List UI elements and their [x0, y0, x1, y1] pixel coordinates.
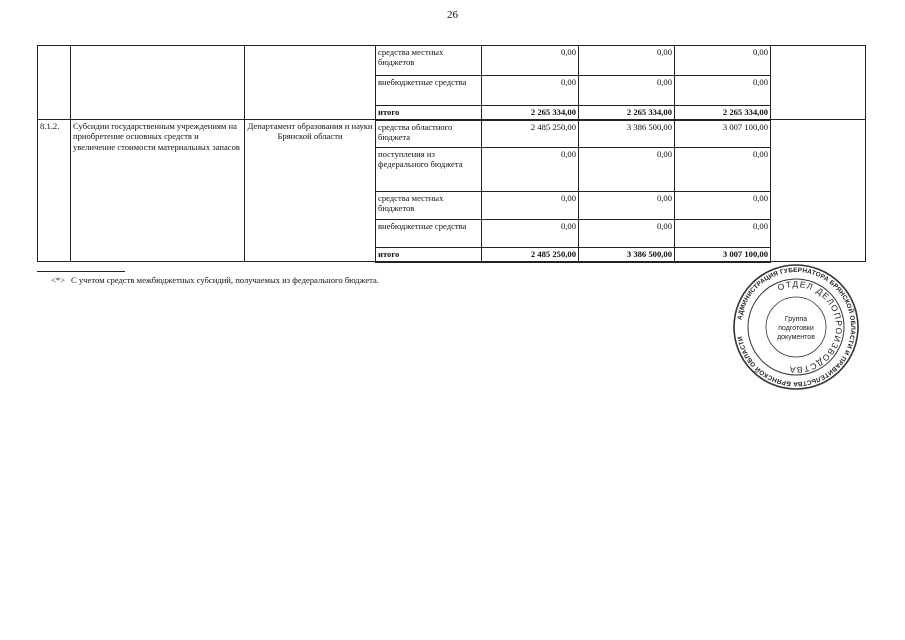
- stamp-outer-text: АДМИНИСТРАЦИЯ ГУБЕРНАТОРА БРЯНСКОЙ ОБЛАСТИ И ПРАВИТЕЛЬСТВА БРЯНСКОЙ ОБЛАСТИ: [736, 266, 857, 388]
- footnote-rule: [37, 271, 125, 272]
- value-cell: 0,00: [482, 192, 579, 220]
- value-cell: 0,00: [579, 192, 675, 220]
- executor-cell: Департамент образования и науки Брянской области: [245, 120, 376, 262]
- table-row: [38, 120, 866, 148]
- source-cell: средства местных бюджетов: [376, 46, 482, 76]
- stamp-inner-text: ОТДЕЛ ДЕЛОПРОИЗВОДСТВА: [776, 278, 845, 376]
- value-cell: 2 485 250,00: [482, 120, 579, 148]
- name-cell: [71, 46, 245, 120]
- value-cell: 0,00: [675, 192, 771, 220]
- stamp-center-line3: документов: [777, 334, 815, 341]
- executor-cell: [245, 46, 376, 120]
- source-cell: внебюджетные средства: [376, 220, 482, 248]
- value-cell: 2 485 250,00: [482, 248, 579, 262]
- value-cell: 0,00: [482, 46, 579, 76]
- source-cell: итого: [376, 106, 482, 120]
- value-cell: 0,00: [675, 76, 771, 106]
- stamp-center-line2: подготовки: [778, 325, 814, 332]
- value-cell: 0,00: [579, 148, 675, 192]
- name-cell: Субсидии государственным учреждениям на приобретение основных средств и увеличение стоимости материальных запасов: [71, 120, 245, 262]
- value-cell: 0,00: [579, 46, 675, 76]
- stamp-center-line1: Группа: [784, 316, 808, 323]
- value-cell: 0,00: [675, 148, 771, 192]
- value-cell: 0,00: [482, 148, 579, 192]
- value-cell: 3 386 500,00: [579, 120, 675, 148]
- table-row: [38, 46, 866, 76]
- note-cell: [771, 120, 866, 262]
- footnote-mark: <*>: [51, 275, 65, 285]
- source-cell: поступления из федерального бюджета: [376, 148, 482, 192]
- value-cell: 2 265 334,00: [482, 106, 579, 120]
- value-cell: 2 265 334,00: [579, 106, 675, 120]
- value-cell: 3 386 500,00: [579, 248, 675, 262]
- source-cell: средства областного бюджета: [376, 120, 482, 148]
- value-cell: 3 007 100,00: [675, 248, 771, 262]
- source-cell: внебюджетные средства: [376, 76, 482, 106]
- page-number: 26: [447, 9, 458, 21]
- value-cell: 3 007 100,00: [675, 120, 771, 148]
- value-cell: 0,00: [579, 220, 675, 248]
- code-cell: [38, 46, 71, 120]
- note-cell: [771, 46, 866, 120]
- value-cell: 0,00: [482, 220, 579, 248]
- value-cell: 0,00: [482, 76, 579, 106]
- value-cell: 0,00: [675, 46, 771, 76]
- code-cell: 8.1.2.: [38, 120, 71, 262]
- source-cell: итого: [376, 248, 482, 262]
- value-cell: 0,00: [675, 220, 771, 248]
- value-cell: 0,00: [579, 76, 675, 106]
- footnote: [51, 275, 379, 285]
- value-cell: 2 265 334,00: [675, 106, 771, 120]
- official-stamp: [732, 263, 860, 391]
- source-cell: средства местных бюджетов: [376, 192, 482, 220]
- footnote-text: С учетом средств межбюджетных субсидий, получаемых из федерального бюджета.: [71, 275, 380, 285]
- budget-table: [37, 45, 866, 263]
